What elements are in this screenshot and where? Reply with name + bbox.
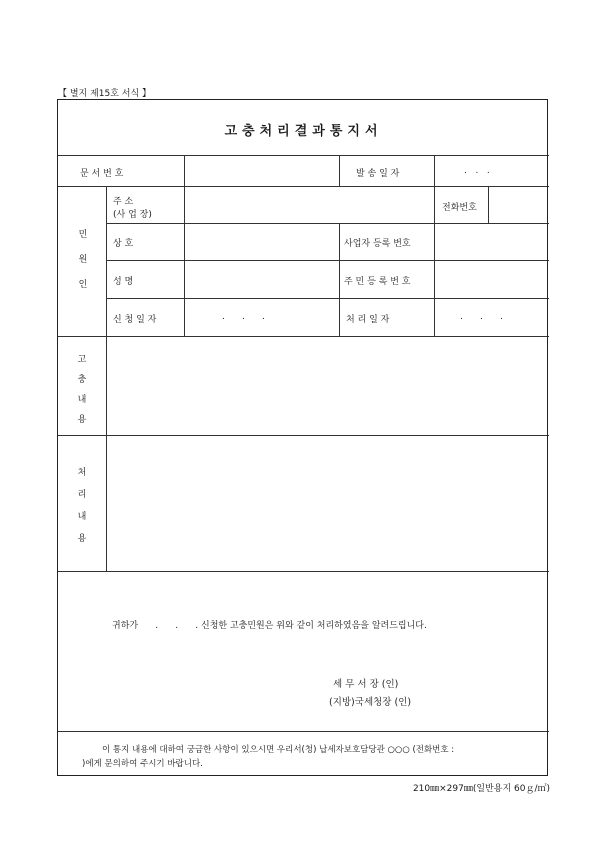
trade-name-label: 상 호 (113, 239, 134, 249)
inquiry-line-2: )에게 문의하여 주시기 바랍니다. (82, 759, 203, 769)
address-label: 주 소 (113, 197, 134, 207)
process-content-field[interactable] (107, 436, 548, 570)
phone-label: 전화번호 (442, 203, 477, 213)
complaint-label-4: 용 (77, 415, 87, 425)
process-date-label: 처 리 일 자 (346, 315, 390, 325)
complaint-label-1: 고 (77, 355, 87, 365)
divider (58, 731, 549, 732)
divider (339, 223, 340, 336)
regional-tax-commissioner-signature: (지방)국세청장 (인) (329, 697, 412, 708)
notice-form (57, 99, 548, 776)
divider (106, 298, 549, 299)
business-place-label: (사 업 장) (113, 210, 152, 220)
applicant-label-2: 원 (78, 255, 88, 265)
form-number-label: 【 별지 제15호 서식 】 (58, 89, 152, 99)
process-label-4: 용 (77, 534, 87, 544)
complaint-label-3: 내 (77, 395, 87, 405)
doc-number-field[interactable] (185, 156, 338, 185)
process-date-field[interactable]: . . . (460, 312, 503, 322)
doc-number-label: 문 서 번 호 (80, 169, 124, 179)
divider (339, 155, 340, 186)
form-title: 고충처리결과통지서 (224, 124, 383, 139)
apply-date-field[interactable]: . . . (222, 312, 265, 322)
send-date-field[interactable]: . . . (464, 166, 490, 176)
phone-field[interactable] (489, 187, 548, 222)
inquiry-line-1: 이 통지 내용에 대하여 궁금한 사항이 있으시면 우리서(청) 납세자보호담당관 ○○○ (전화번호 : (102, 745, 455, 755)
name-label: 성 명 (113, 277, 134, 287)
apply-date-label: 신 청 일 자 (113, 315, 157, 325)
applicant-label-3: 인 (78, 280, 88, 290)
paper-size-note: 210㎜×297㎜(일반용지 60ｇ/㎡) (412, 784, 550, 794)
address-field[interactable] (185, 187, 433, 222)
divider (106, 186, 107, 336)
resident-reg-number-label: 주 민 등 록 번 호 (344, 277, 411, 287)
tax-office-head-signature: 세 무 서 장 (인) (333, 679, 399, 690)
biz-reg-number-field[interactable] (435, 224, 548, 259)
resident-reg-number-field[interactable] (435, 261, 548, 297)
process-label-1: 처 (77, 468, 87, 478)
name-field[interactable] (185, 261, 338, 297)
send-date-label: 발 송 일 자 (356, 169, 400, 179)
process-label-2: 리 (77, 490, 87, 500)
trade-name-field[interactable] (185, 224, 338, 259)
biz-reg-number-label: 사업자 등록 번호 (344, 239, 411, 249)
process-label-3: 내 (77, 512, 87, 522)
complaint-label-2: 충 (77, 375, 87, 385)
notice-sentence: 귀하가 . . . 신청한 고충민원은 위와 같이 처리하였음을 알려드립니다. (112, 621, 427, 631)
applicant-label-1: 민 (78, 230, 88, 240)
divider (58, 571, 549, 572)
complaint-content-field[interactable] (107, 337, 548, 434)
